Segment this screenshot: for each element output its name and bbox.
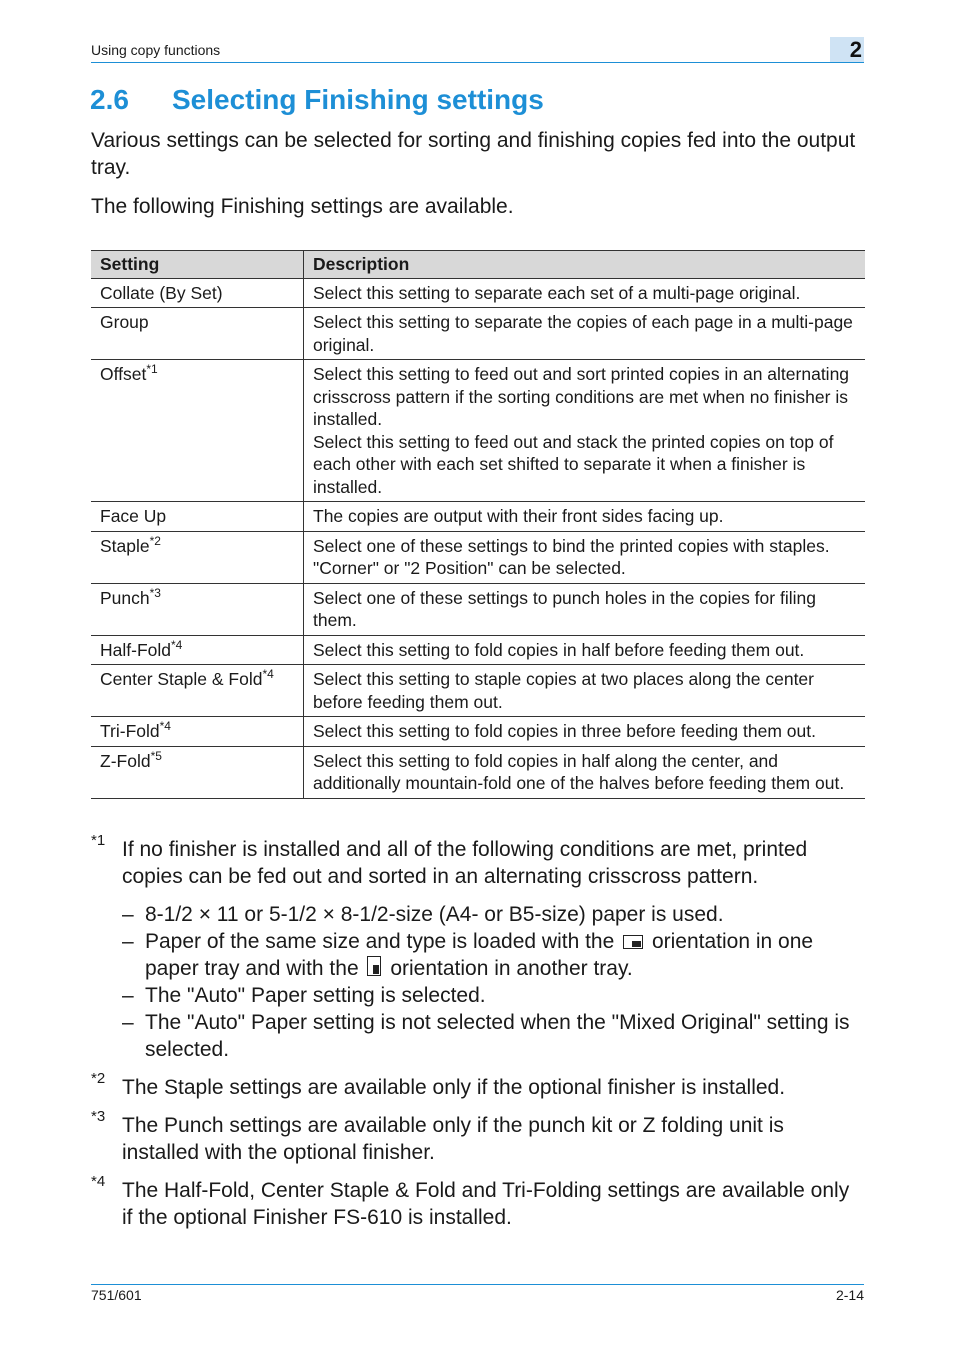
setting-cell (91, 746, 304, 798)
setting-name: Group (100, 312, 149, 332)
description-cell (304, 531, 866, 583)
description-text: Select one of these settings to bind the printed copies with staples. "Corner" or "2 Position" can be selected. (313, 535, 830, 578)
footnote (91, 832, 864, 890)
portrait-orientation-icon (367, 956, 381, 976)
footnote-text: The Staple settings are available only if the optional finisher is installed. (122, 1076, 786, 1099)
list-item-text: Paper of the same size and type is loaded with the (145, 930, 615, 953)
description-text: Select this setting to separate each set of a multi-page original. (313, 282, 801, 303)
list-dash: – (122, 984, 134, 1007)
list-item-text: orientation in another tray. (390, 957, 633, 980)
footnote-mark: *2 (91, 1070, 106, 1087)
description-text: Select this setting to feed out and stack the printed copies on top of each other with each set shifted to separate it when a finisher is installed. (313, 431, 834, 497)
table-row (91, 665, 865, 717)
description-text: The copies are output with their front sides facing up. (313, 506, 724, 526)
footnote-ref: *1 (146, 362, 158, 377)
column-header-description: Description (304, 251, 866, 279)
description-cell (304, 583, 866, 635)
description-cell (304, 717, 866, 747)
footer-rule (91, 1284, 864, 1285)
section-title (90, 84, 544, 116)
footnote-ref: *4 (171, 637, 183, 652)
description-text: Select this setting to separate the copies of each page in a multi-page original. (313, 312, 853, 355)
finishing-settings-table (91, 250, 865, 799)
intro-paragraph: The following Finishing settings are available. (91, 195, 514, 218)
setting-cell (91, 531, 304, 583)
table-row (91, 278, 865, 308)
section-title-text: Selecting Finishing settings (172, 84, 544, 115)
setting-cell (91, 502, 304, 532)
setting-cell (91, 665, 304, 717)
description-text: Select this setting to staple copies at two places along the center before feeding them out. (313, 669, 814, 712)
list-item (91, 1009, 864, 1063)
description-text: Select this setting to feed out and sort printed copies in an alternating crisscross pattern if the sorting conditions are met when no finisher is installed. (313, 364, 850, 429)
footnote (91, 1173, 864, 1231)
table-header-row (91, 251, 865, 279)
footnote-ref: *4 (262, 667, 274, 682)
footnote-text: If no finisher is installed and all of the following conditions are met, printed copies can be fed out and sorted in an alternating crisscross pattern. (122, 838, 808, 888)
page-footer (91, 1284, 864, 1304)
footnote-mark: *1 (91, 832, 106, 849)
header-rule (91, 62, 864, 63)
list-item (91, 901, 864, 928)
description-cell (304, 360, 866, 502)
footnote-text: The Half-Fold, Center Staple & Fold and Tri-Folding settings are available only if the optional Finisher FS-610 is installed. (122, 1179, 850, 1229)
list-item (91, 982, 864, 1009)
footnote-mark: *4 (91, 1173, 106, 1190)
table-body (91, 278, 865, 798)
list-item (91, 928, 864, 982)
footnote-mark: *3 (91, 1108, 106, 1125)
setting-cell (91, 360, 304, 502)
list-item-text: The "Auto" Paper setting is not selected when the "Mixed Original" setting is selected. (145, 1011, 850, 1061)
setting-name: Center Staple & Fold (100, 669, 263, 689)
table-row (91, 583, 865, 635)
setting-name: Half-Fold (100, 639, 171, 660)
intro-paragraph: Various settings can be selected for sorting and finishing copies fed into the output tray. (91, 129, 856, 179)
setting-name: Tri-Fold (100, 721, 160, 741)
condition-list (91, 901, 864, 1063)
description-cell (304, 635, 866, 665)
description-text: Select one of these settings to punch holes in the copies for filing them. (313, 587, 816, 630)
setting-name: Face Up (100, 506, 167, 526)
section-number: 2.6 (90, 84, 129, 115)
setting-name: Staple (100, 535, 150, 556)
column-header-setting: Setting (91, 251, 304, 279)
setting-name: Collate (By Set) (100, 282, 223, 303)
setting-name: Offset (100, 364, 147, 384)
list-item-text: orientation in one paper tray and with the (145, 930, 814, 980)
description-cell (304, 746, 866, 798)
description-cell (304, 502, 866, 532)
setting-cell (91, 278, 304, 308)
page-header (91, 37, 864, 64)
setting-cell (91, 308, 304, 360)
footnote-ref: *3 (149, 585, 161, 600)
table-row (91, 717, 865, 747)
table-row (91, 746, 865, 798)
list-item-text: 8-1/2 × 11 or 5-1/2 × 8-1/2-size (A4- or B5-size) paper is used. (145, 903, 724, 926)
table-row (91, 531, 865, 583)
table-row (91, 360, 865, 502)
footnote-ref: *4 (159, 719, 171, 734)
description-cell (304, 308, 866, 360)
setting-name: Punch (100, 587, 150, 608)
footnote-ref: *5 (150, 748, 162, 763)
list-item-text: The "Auto" Paper setting is selected. (145, 984, 486, 1007)
setting-cell (91, 635, 304, 665)
footnotes (91, 832, 864, 1242)
description-text: Select this setting to fold copies in three before feeding them out. (313, 721, 816, 741)
description-cell (304, 665, 866, 717)
table-row (91, 502, 865, 532)
footnote-ref: *2 (149, 533, 161, 548)
description-text: Select this setting to fold copies in half along the center, and additionally mountain-fold one of the halves before feeding them out. (313, 750, 845, 793)
footer-model: 751/601 (91, 1287, 142, 1303)
setting-cell (91, 583, 304, 635)
footnote (91, 1070, 864, 1101)
landscape-orientation-icon (623, 935, 643, 949)
list-dash: – (122, 1011, 134, 1034)
table-row (91, 635, 865, 665)
list-dash: – (122, 903, 134, 926)
list-dash: – (122, 930, 134, 953)
header-text: Using copy functions (91, 42, 221, 58)
page-number: 2-14 (835, 1287, 864, 1303)
table-row (91, 308, 865, 360)
setting-cell (91, 717, 304, 747)
footnote (91, 1108, 864, 1166)
chapter-number: 2 (830, 37, 864, 62)
setting-name: Z-Fold (100, 750, 151, 771)
footnote-text: The Punch settings are available only if the punch kit or Z folding unit is installed with the optional finisher. (122, 1114, 784, 1164)
description-text: Select this setting to fold copies in half before feeding them out. (313, 639, 805, 660)
description-cell (304, 278, 866, 308)
